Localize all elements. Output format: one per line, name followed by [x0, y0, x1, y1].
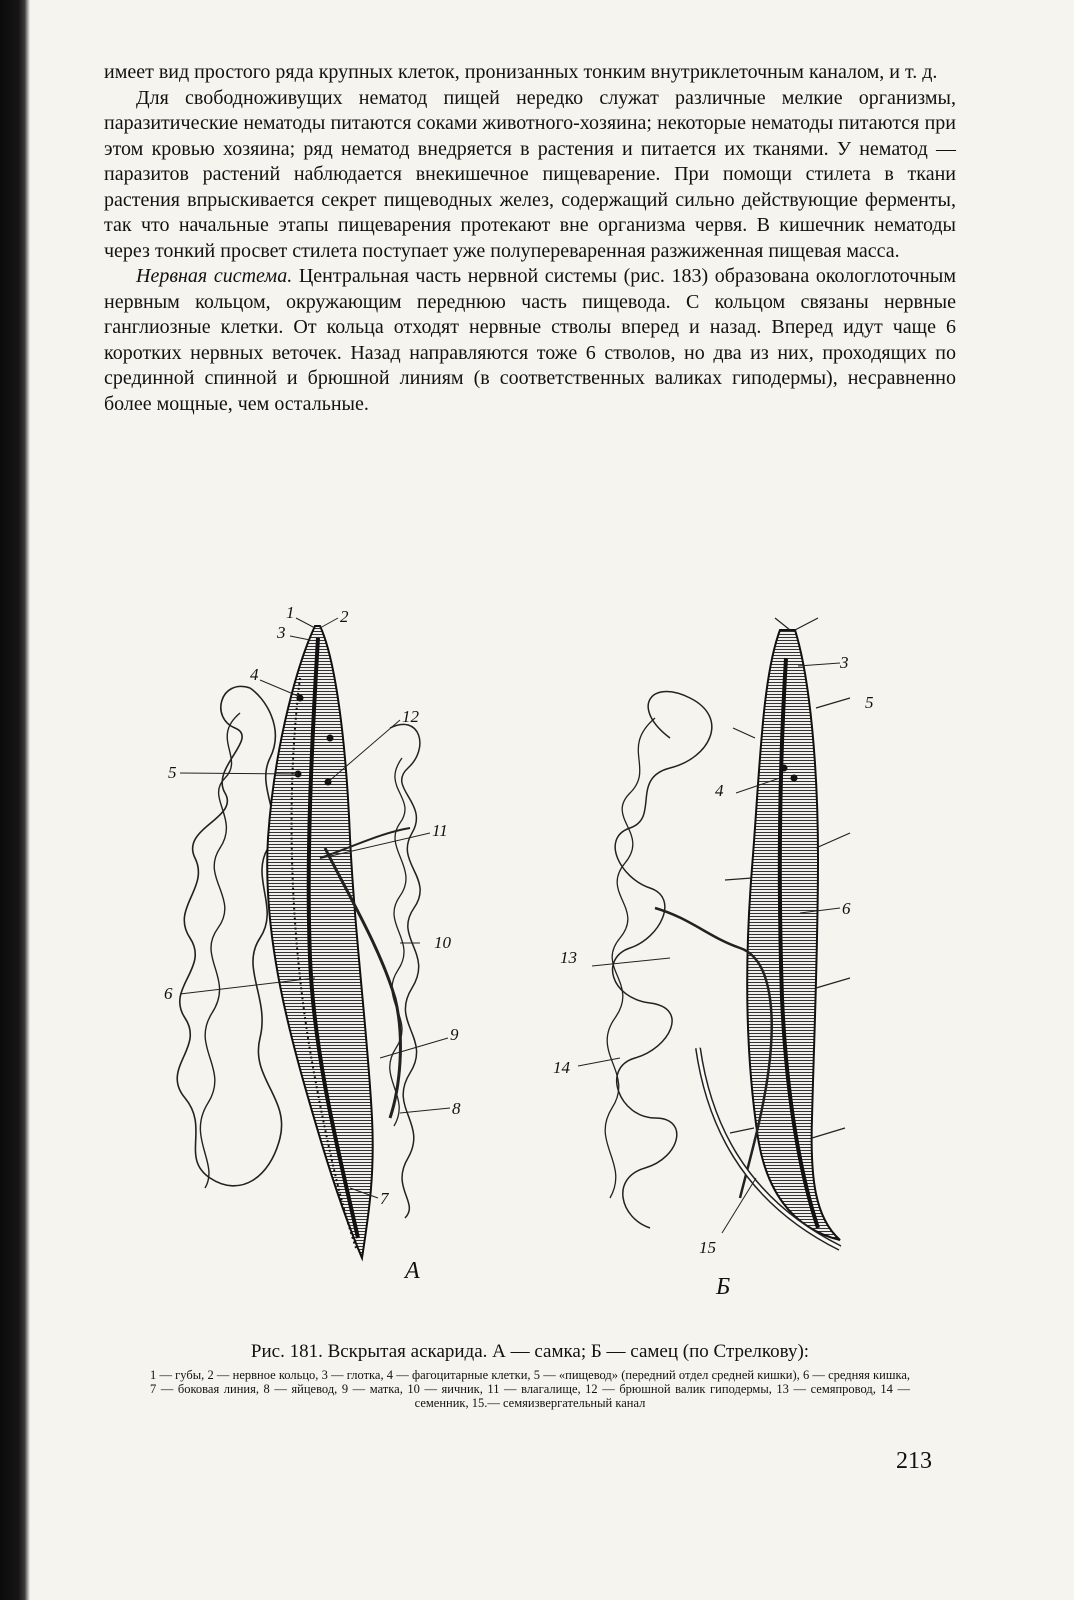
label-a-5: 5	[168, 763, 177, 782]
label-a-12: 12	[402, 707, 419, 726]
label-a-3: 3	[277, 623, 286, 642]
female-body	[267, 626, 373, 1258]
ovary-coils-left-2	[200, 713, 240, 1188]
body-text	[104, 60, 956, 417]
label-a-11: 11	[432, 821, 448, 840]
caption-title: Рис. 181. Вскрытая аскарида. А — самка; Б — самец (по Стрелкову):	[250, 1341, 810, 1362]
label-b-4: 4	[715, 781, 724, 800]
ascaris-illustration	[150, 603, 930, 1318]
page-number: 213	[896, 1448, 932, 1474]
male-body	[747, 630, 840, 1240]
paragraph-1: имеет вид простого ряда крупных клеток, пронизанных тонким внутриклеточным каналом, и т. д.	[104, 61, 938, 83]
label-a-8: 8	[452, 1099, 461, 1118]
label-a-2: 2	[340, 607, 349, 626]
label-b-5: 5	[865, 693, 874, 712]
paragraph-2: Для свободноживущих нематод пищей нередко служат различные мелкие организмы, паразитические нематоды питаются соками животного-хозяина; некоторые нематоды питаются при этом кровью хозяина; ряд нематод внедряется в растения и питается их тканями. У нематод — паразитов растений наблюдается внекишечное пищеварение. При помощи стилета в ткани растения впрыскивается секрет пищеводных желез, содержащий сильно действующие ферменты, так что начальные этапы пищеварения протекают вне организма червя. В кишечник нематоды через тонкий просвет стилета поступает уже полупереваренная разжиженная пищевая масса.	[104, 86, 956, 262]
label-a-6: 6	[164, 984, 173, 1003]
label-a-1: 1	[286, 603, 295, 622]
book-binding-shadow	[0, 0, 30, 1600]
label-a-7: 7	[380, 1189, 389, 1208]
figure-caption	[150, 1340, 910, 1410]
label-b-14: 14	[553, 1058, 570, 1077]
testis-coils	[613, 692, 712, 1228]
paragraph-3	[104, 264, 956, 417]
ovary-coils-right	[390, 724, 420, 1218]
ascaris-figure	[150, 603, 930, 1318]
label-b-6: 6	[842, 899, 851, 918]
male-ascaris	[553, 618, 874, 1300]
panel-b-letter: Б	[716, 1274, 731, 1300]
label-b-15: 15	[699, 1238, 716, 1257]
label-a-4: 4	[250, 665, 259, 684]
label-a-9: 9	[450, 1025, 459, 1044]
nervous-system-text: Центральная часть нервной системы (рис. 183) образована окологлоточным нервным кольцом, окружающим переднюю часть пищевода. С кольцом связаны нервные ганглиозные клетки. От кольца отходят нервные стволы вперед и назад. Вперед идут чаще 6 коротких нервных веточек. Назад направляются тоже 6 стволов, но два из них, проходящих по срединной спинной и брюшной линиям (в соответственных валиках гиподермы), несравненно более мощные, чем остальные.	[104, 265, 956, 415]
label-b-13: 13	[560, 948, 577, 967]
female-ascaris	[164, 603, 461, 1284]
caption-legend: 1 — губы, 2 — нервное кольцо, 3 — глотка, 4 — фагоцитарные клетки, 5 — «пищевод» (передний отдел средней кишки), 6 — средняя кишка, 7 — боковая линия, 8 — яйцевод, 9 — матка, 10 — яичник, 11 — влагалище, 12 — брюшной валик гиподермы, 13 — семяпровод, 14 — семенник, 15.— семяизвергательный канал	[150, 1368, 910, 1410]
label-a-10: 10	[434, 933, 451, 952]
panel-a-letter: А	[405, 1258, 420, 1284]
label-b-3: 3	[840, 653, 849, 672]
nervous-system-heading: Нервная система.	[136, 265, 293, 287]
ovary-coils-left	[177, 686, 281, 1185]
